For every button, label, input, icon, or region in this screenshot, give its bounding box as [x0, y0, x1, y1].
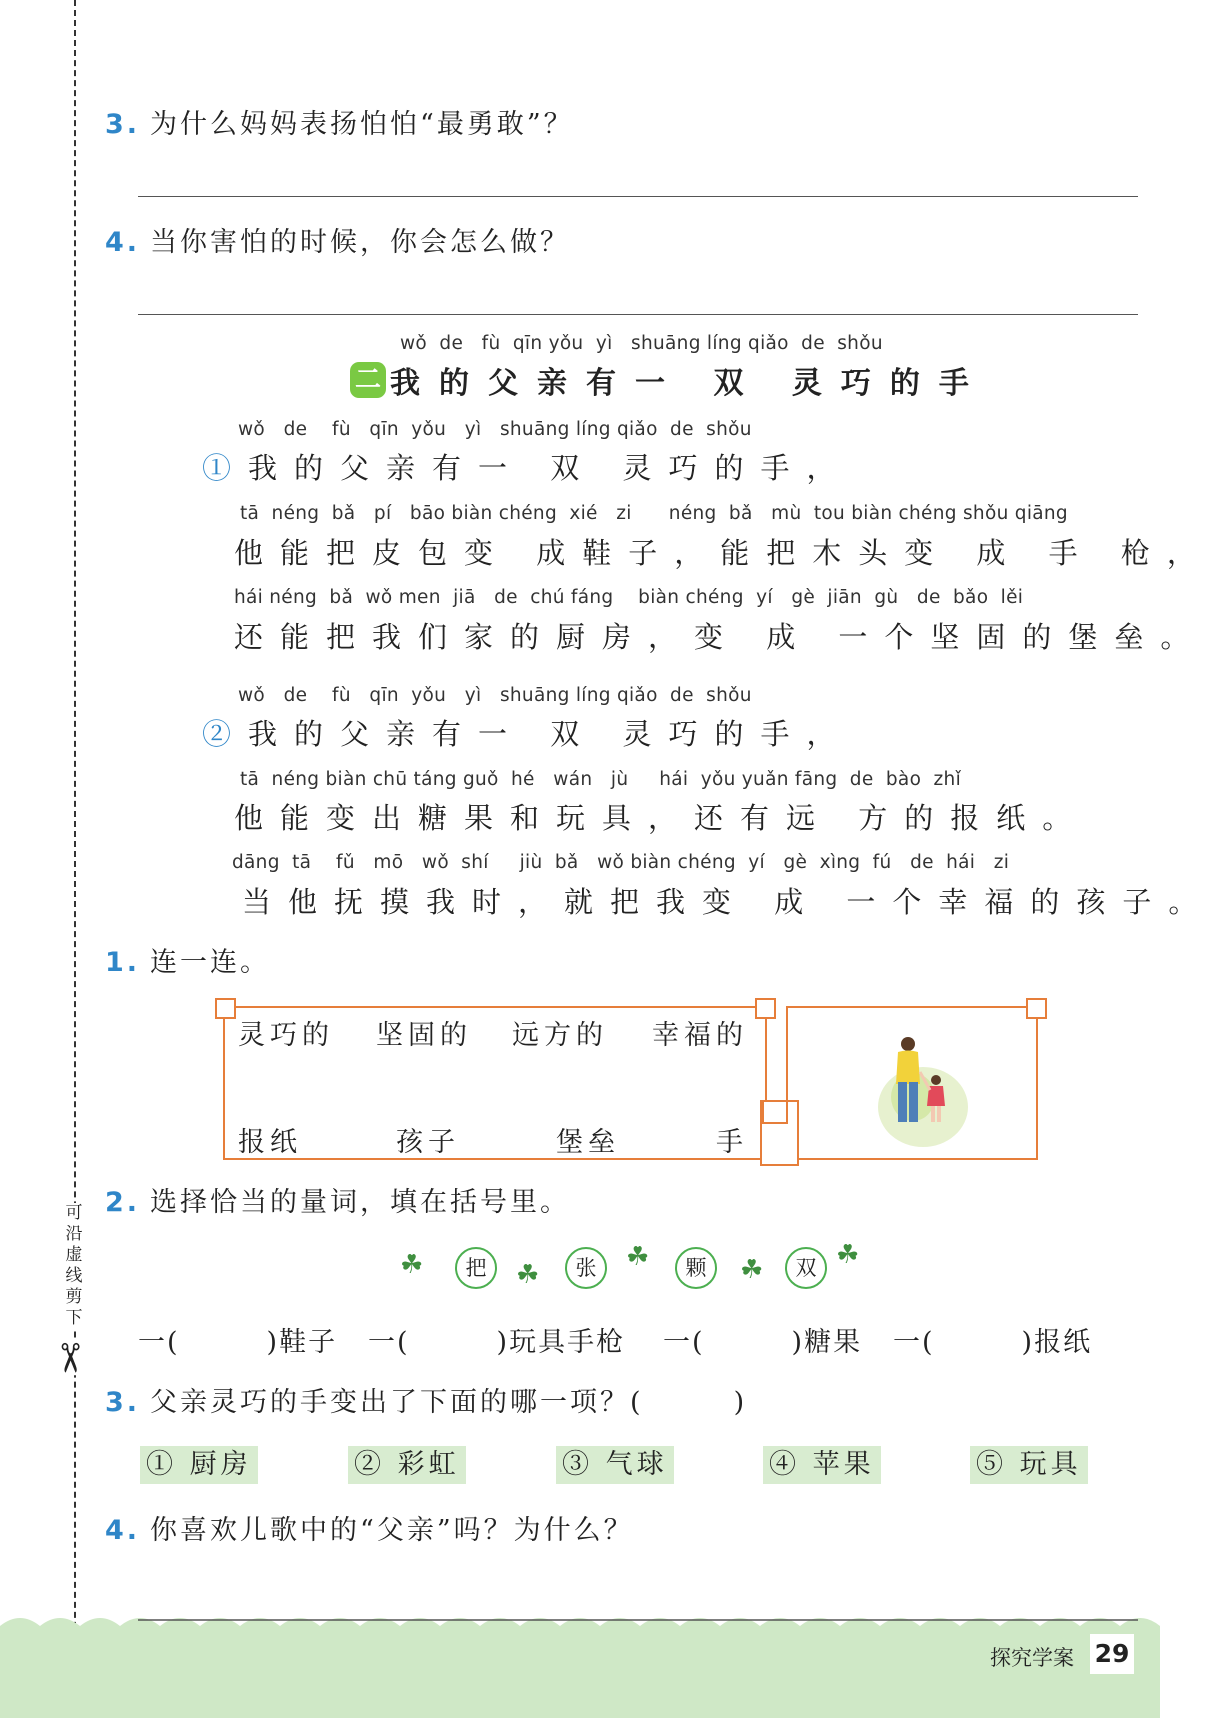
section-title-text: 我的父亲有一 双 灵巧的手	[390, 366, 988, 401]
poem-line: 当他抚摸我时，就把我变 成 一个幸福的孩子。	[242, 885, 1215, 919]
clover-icon: ☘	[740, 1255, 764, 1285]
father-child-illustration	[878, 1022, 978, 1152]
blank-item[interactable]: 一( )糖果	[663, 1327, 863, 1358]
exercise-4	[105, 1508, 634, 1547]
question-3-top	[105, 102, 574, 141]
exercise-2	[105, 1180, 570, 1219]
choice-option[interactable]: ④ 苹果	[763, 1446, 881, 1484]
clover-icon: ☘	[626, 1242, 650, 1272]
poem-pinyin: hái néng bǎ wǒ men jiā de chú fáng biàn chéng yí gè jiān gù de bǎo lěi	[234, 587, 1024, 608]
box-corner	[1026, 998, 1047, 1019]
match-top-item[interactable]: 远方的	[512, 1020, 608, 1051]
blank-item[interactable]: 一( )报纸	[893, 1327, 1093, 1358]
match-bottom-item[interactable]: 孩子	[396, 1127, 460, 1158]
question-text: 你喜欢儿歌中的“父亲”吗？为什么？	[150, 1515, 634, 1546]
match-top-item[interactable]: 幸福的	[652, 1020, 748, 1051]
poem-line: 还能把我们家的厨房，变 成 一个坚固的堡垒。	[234, 620, 1207, 654]
match-bottom-item[interactable]: 报纸	[238, 1127, 302, 1158]
cut-line	[74, 0, 76, 1718]
match-top-item[interactable]: 坚固的	[376, 1020, 472, 1051]
section-badge: 二	[350, 362, 386, 398]
question-text: 父亲灵巧的手变出了下面的哪一项？( )	[150, 1387, 748, 1418]
question-4-top	[105, 220, 570, 259]
question-number: 4.	[105, 1515, 141, 1546]
clover-icon: ☘	[516, 1260, 540, 1290]
poem-line-text: 我的父亲有一 双 灵巧的手，	[248, 717, 853, 751]
poem-pinyin: tā néng biàn chū táng guǒ hé wán jù hái yǒu yuǎn fāng de bào zhǐ	[240, 769, 962, 790]
box-corner	[755, 998, 776, 1019]
question-number: 3.	[105, 109, 141, 140]
poem-pinyin: wǒ de fù qīn yǒu yì shuāng líng qiǎo de shǒu	[238, 419, 752, 440]
section-title-pinyin: wǒ de fù qīn yǒu yì shuāng líng qiǎo de shǒu	[400, 333, 883, 354]
measure-word-option[interactable]: 双	[785, 1247, 827, 1289]
question-number: 1.	[105, 947, 141, 978]
blank-item[interactable]: 一( )鞋子	[138, 1327, 338, 1358]
answer-line[interactable]	[138, 196, 1138, 197]
poem-pinyin: tā néng bǎ pí bāo biàn chéng xié zi néng bǎ mù tou biàn chéng shǒu qiāng	[240, 503, 1068, 524]
poem-line: 他能把皮包变 成鞋子，能把木头变 成 手 枪，	[234, 536, 1213, 570]
exercise-1	[105, 940, 270, 979]
poem-line	[202, 712, 852, 753]
page-number: 29	[1090, 1634, 1134, 1674]
cut-hint: 可沿虚线剪下	[65, 1203, 83, 1328]
fold-tab-inner	[762, 1100, 788, 1124]
measure-word-option[interactable]: 颗	[675, 1247, 717, 1289]
match-bottom-item[interactable]: 堡垒	[556, 1127, 620, 1158]
choice-option[interactable]: ② 彩虹	[348, 1446, 466, 1484]
exercise-3	[105, 1380, 747, 1419]
measure-word-option[interactable]: 把	[455, 1247, 497, 1289]
footer-label: 探究学案	[990, 1646, 1074, 1670]
question-text: 选择恰当的量词，填在括号里。	[150, 1187, 571, 1218]
box-corner	[215, 998, 236, 1019]
stanza-marker: ②	[202, 717, 249, 751]
match-bottom-item[interactable]: 手	[716, 1127, 748, 1158]
choice-option[interactable]: ③ 气球	[556, 1446, 674, 1484]
poem-pinyin: wǒ de fù qīn yǒu yì shuāng líng qiǎo de shǒu	[238, 685, 752, 706]
blank-item[interactable]: 一( )玩具手枪	[368, 1327, 626, 1358]
question-number: 2.	[105, 1187, 141, 1218]
question-text: 连一连。	[150, 947, 271, 978]
poem-line	[202, 446, 852, 487]
section-title	[350, 358, 988, 402]
choice-option[interactable]: ① 厨房	[140, 1446, 258, 1484]
question-text: 当你害怕的时候，你会怎么做？	[150, 227, 571, 258]
question-number: 3.	[105, 1387, 141, 1418]
poem-pinyin: dāng tā fǔ mō wǒ shí jiù bǎ wǒ biàn chéng yí gè xìng fú de hái zi	[232, 852, 1010, 873]
stanza-marker: ①	[202, 451, 249, 485]
picture-frame	[786, 1006, 1038, 1160]
question-number: 4.	[105, 227, 141, 258]
clover-icon: ☘	[400, 1250, 424, 1280]
match-top-item[interactable]: 灵巧的	[238, 1020, 334, 1051]
poem-line: 他能变出糖果和玩具，还有远 方的报纸。	[234, 801, 1089, 835]
poem-line-text: 我的父亲有一 双 灵巧的手，	[248, 451, 853, 485]
choice-option[interactable]: ⑤ 玩具	[970, 1446, 1088, 1484]
scissors-icon: ✂	[45, 1341, 92, 1375]
answer-line[interactable]	[138, 314, 1138, 315]
clover-icon: ☘	[836, 1240, 860, 1270]
measure-word-option[interactable]: 张	[565, 1247, 607, 1289]
question-text: 为什么妈妈表扬怕怕“最勇敢”？	[150, 109, 574, 140]
